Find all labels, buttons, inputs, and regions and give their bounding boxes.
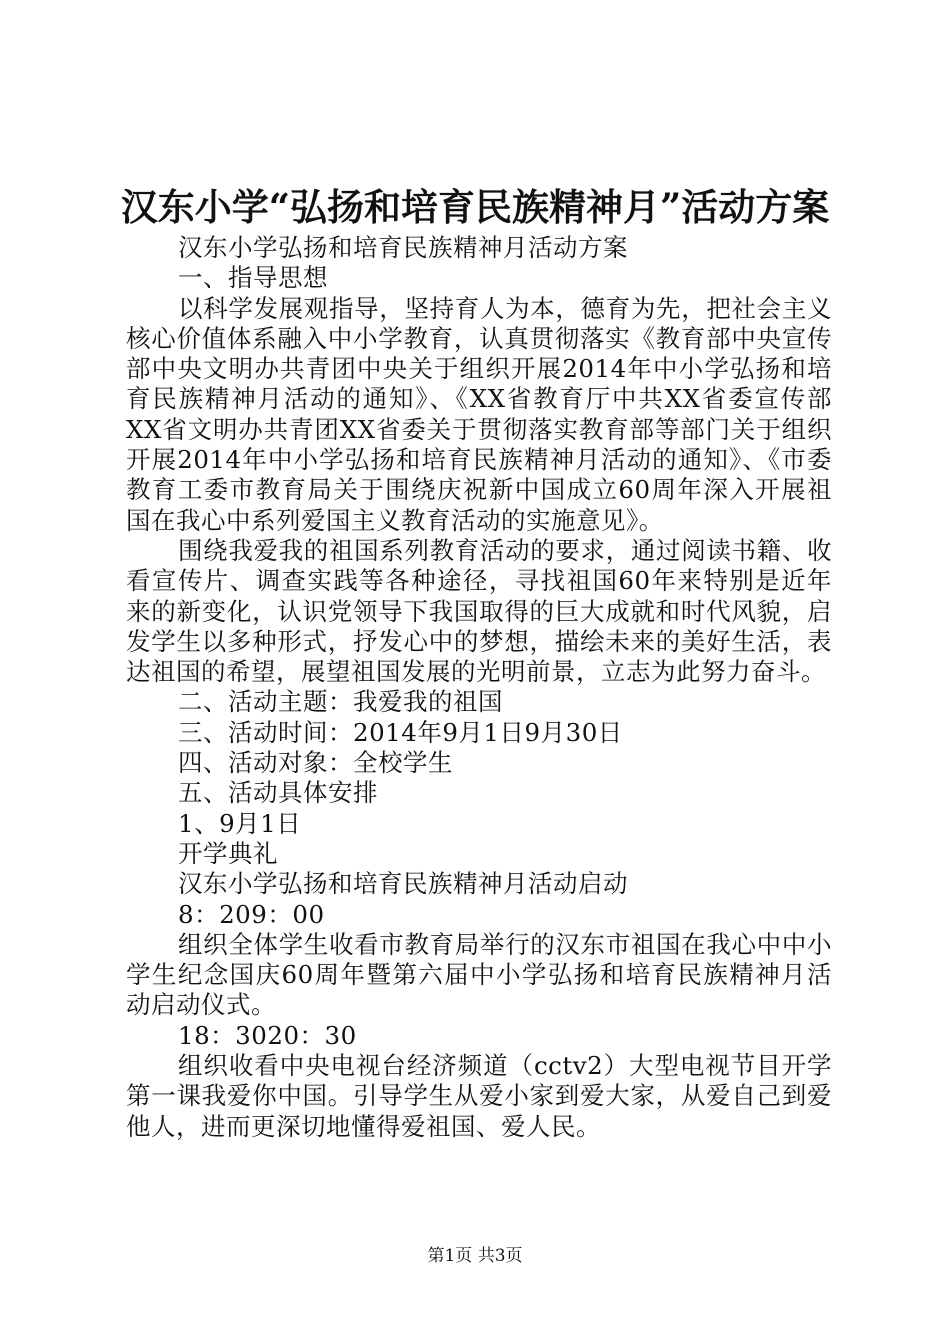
section-heading: 二、活动主题：我爱我的祖国 (178, 687, 503, 717)
document-title: 汉东小学“弘扬和培育民族精神月”活动方案 (120, 185, 830, 229)
paragraph: 开学典礼 (178, 838, 278, 868)
document-body (126, 233, 832, 1142)
paragraph: 8：209：00 (178, 899, 325, 929)
section-heading: 一、指导思想 (178, 263, 328, 293)
paragraph: 组织全体学生收看市教育局举行的汉东市祖国在我心中中小学生纪念国庆60周年暨第六届中小学弘扬和培育民族精神月活动启动仪式。 (126, 929, 832, 1020)
section-heading: 四、活动对象：全校学生 (178, 748, 453, 778)
section-heading: 五、活动具体安排 (178, 778, 378, 808)
page-footer: 第1页 共3页 (427, 1246, 523, 1266)
paragraph: 1、9月1日 (178, 808, 302, 838)
paragraph: 组织收看中央电视台经济频道（cctv2）大型电视节目开学第一课我爱你中国。引导学生从爱小家到爱大家，从爱自己到爱他人，进而更深切地懂得爱祖国、爱人民。 (126, 1051, 832, 1141)
paragraph: 围绕我爱我的祖国系列教育活动的要求，通过阅读书籍、收看宣传片、调查实践等各种途径，寻找祖国60年来特别是近年来的新变化，认识党领导下我国取得的巨大成就和时代风貌，启发学生以多种形式，抒发心中的梦想，描绘未来的美好生活，表达祖国的希望，展望祖国发展的光明前景，立志为此努力奋斗。 (126, 535, 832, 687)
paragraph: 18：3020：30 (178, 1020, 357, 1050)
section-heading: 三、活动时间：2014年9月1日9月30日 (178, 717, 623, 747)
paragraph: 汉东小学弘扬和培育民族精神月活动启动 (178, 869, 628, 899)
paragraph: 汉东小学弘扬和培育民族精神月活动方案 (178, 233, 628, 262)
paragraph: 以科学发展观指导，坚持育人为本，德育为先，把社会主义核心价值体系融入中小学教育，认真贯彻落实《教育部中央宣传部中央文明办共青团中央关于组织开展2014年中小学弘扬和培育民族精神月活动的通知》、《XX省教育厅中共XX省委宣传部XX省文明办共青团XX省委关于贯彻落实教育部等部门关于组织开展2014年中小学弘扬和培育民族精神月活动的通知》、《市委教育工委市教育局关于围绕庆祝新中国成立60周年深入开展祖国在我心中系列爱国主义教育活动的实施意见》。 (126, 293, 832, 535)
